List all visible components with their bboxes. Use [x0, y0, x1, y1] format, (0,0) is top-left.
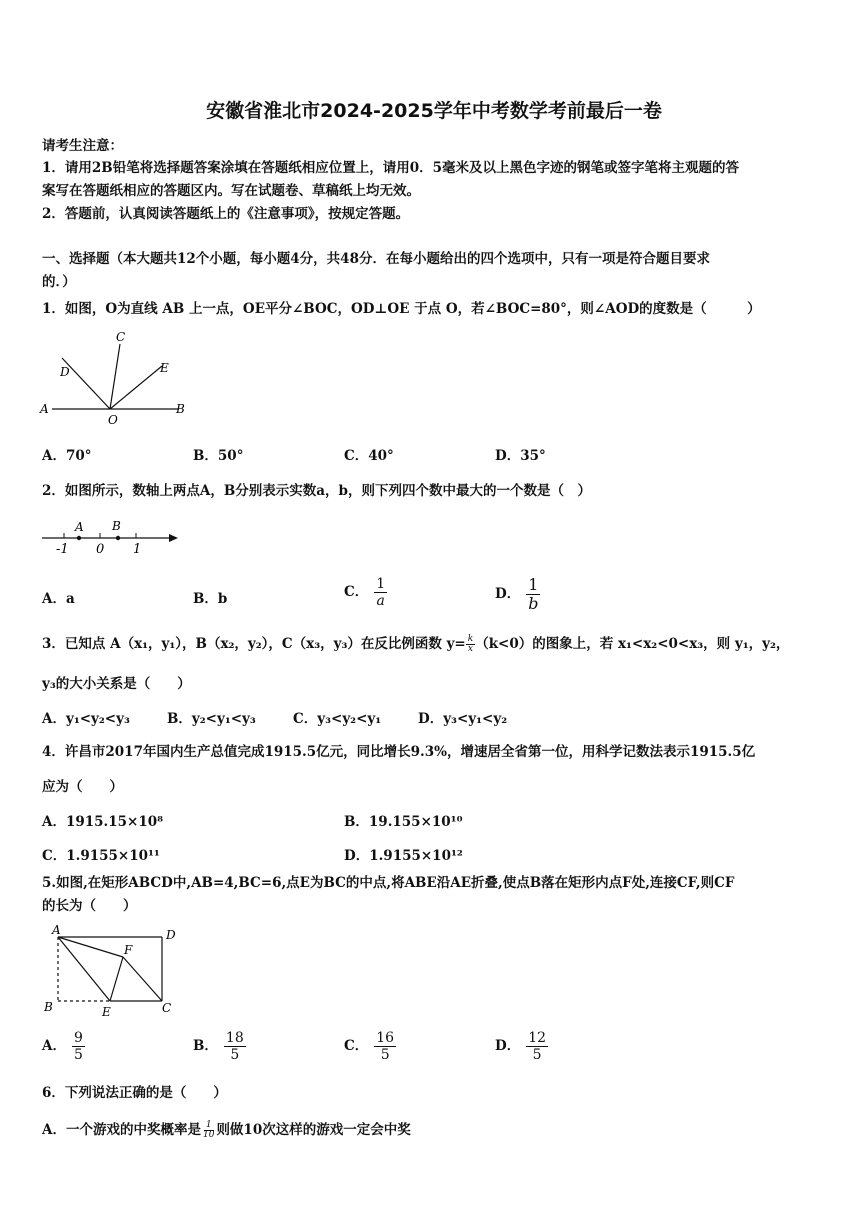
q1-angle-figure — [38, 326, 198, 430]
label-c: C — [116, 330, 126, 344]
q5-d-numerator: 12 — [528, 1030, 547, 1046]
q5-a-denominator: 5 — [73, 1047, 83, 1063]
q4-option-a[interactable]: A．1915.15×10⁸ — [42, 814, 164, 830]
q5-option-d-label: D． — [495, 1038, 521, 1054]
q6-numerator: 1 — [205, 1120, 212, 1130]
label-f: F — [124, 943, 133, 957]
ray-oe — [110, 366, 162, 409]
q6-denominator: 10 — [202, 1130, 215, 1140]
notice-line2: 2．答题前，认真阅读答题纸上的《注意事项》，按规定答题。 — [42, 206, 410, 222]
q5-option-d[interactable] — [495, 1030, 548, 1063]
q4-stem: 4．许昌市2017年国内生产总值完成1915.5亿元，同比增长9.3%，增速居全省第一位，用科学记数法表示1915.5亿 — [42, 744, 756, 760]
label-c: C — [162, 1001, 172, 1015]
q6-option-a-part1: A．一个游戏的中奖概率是 — [42, 1122, 201, 1138]
segment-fc — [123, 957, 162, 1001]
q4-option-d[interactable]: D．1.9155×10¹² — [344, 848, 463, 864]
q3-stem — [42, 632, 789, 654]
point-a — [77, 536, 81, 540]
q5-c-denominator: 5 — [380, 1047, 390, 1063]
q6-option-a-part2: 则做10次这样的游戏一定会中奖 — [216, 1122, 411, 1138]
q2-number-line — [38, 516, 188, 558]
q5-stem: 5.如图,在矩形ABCD中,AB=4,BC=6,点E为BC的中点,将ABE沿AE折叠,使点B落在矩形内点F处,连接CF,则CF — [42, 875, 735, 891]
q5-option-b[interactable] — [193, 1030, 246, 1063]
q5-rectangle-figure — [40, 920, 190, 1020]
notice-line1b: 案写在答题纸相应的答题区内。写在试题卷、草稿纸上均无效。 — [42, 183, 420, 199]
q2-option-c[interactable] — [344, 576, 387, 609]
q2-option-c-label: C． — [344, 584, 369, 600]
q2-option-d[interactable] — [495, 576, 540, 613]
q5-b-denominator: 5 — [230, 1047, 240, 1063]
q1-option-a[interactable]: A．70° — [42, 448, 92, 464]
label-b: B — [112, 519, 121, 533]
label-b: B — [176, 402, 185, 416]
label-e: E — [102, 1005, 111, 1019]
q2-option-a[interactable]: A．a — [42, 591, 75, 607]
q2-c-numerator: 1 — [376, 576, 386, 592]
q5-option-b-label: B． — [193, 1038, 218, 1054]
q1-stem: 1．如图，O为直线 AB 上一点，OE平分∠BOC，OD⊥OE 于点 O，若∠BOC=80°，则∠AOD的度数是（ ） — [42, 301, 761, 317]
q3-option-b[interactable]: B．y₂<y₁<y₃ — [167, 711, 256, 727]
axis-arrow — [169, 534, 178, 542]
label-e: E — [160, 361, 169, 375]
q5-d-denominator: 5 — [532, 1047, 542, 1063]
q3-denominator: x — [467, 644, 473, 654]
q5-b-numerator: 18 — [225, 1030, 244, 1046]
segment-af — [58, 937, 123, 957]
q5-a-numerator: 9 — [73, 1030, 83, 1046]
label-a: A — [75, 520, 84, 534]
section-heading: 一、选择题（本大题共12个小题，每小题4分，共48分．在每小题给出的四个选项中，只有一项是符合题目要求 — [42, 251, 710, 267]
label-d: D — [166, 928, 176, 942]
q1-option-c[interactable]: C．40° — [344, 448, 394, 464]
label-zero: 0 — [96, 542, 105, 557]
q5-c-numerator: 16 — [376, 1030, 395, 1046]
q2-d-numerator: 1 — [528, 575, 539, 594]
label-a: A — [40, 402, 49, 416]
q2-c-denominator: a — [376, 593, 385, 609]
ray-oc — [110, 344, 120, 409]
label-minus-one: -1 — [56, 542, 69, 557]
label-o: O — [108, 413, 118, 427]
q3-numerator: k — [467, 634, 474, 644]
segment-fe — [110, 957, 123, 1001]
q5-option-a[interactable] — [42, 1030, 85, 1063]
label-one: 1 — [133, 542, 142, 557]
q2-option-d-label: D． — [495, 586, 521, 602]
label-b: B — [44, 1000, 53, 1014]
q5-stem-cont: 的长为（ ） — [42, 898, 137, 914]
q5-option-a-label: A． — [42, 1038, 66, 1054]
label-d: D — [60, 365, 70, 379]
page-title: 安徽省淮北市2024-2025学年中考数学考前最后一卷 — [206, 100, 662, 122]
q3-option-c[interactable]: C．y₃<y₂<y₁ — [293, 711, 382, 727]
label-a: A — [52, 923, 61, 937]
q3-option-d[interactable]: D．y₃<y₁<y₂ — [418, 711, 508, 727]
q6-option-a[interactable] — [42, 1118, 411, 1140]
q2-d-denominator: b — [528, 594, 539, 613]
notice-heading: 请考生注意： — [42, 138, 123, 154]
q4-option-b[interactable]: B．19.155×10¹⁰ — [344, 814, 463, 830]
notice-line1: 1．请用2B铅笔将选择题答案涂填在答题纸相应位置上，请用0．5毫米及以上黑色字迹的钢笔或签字笔将主观题的答 — [42, 160, 739, 176]
section-heading-cont: 的．） — [42, 274, 76, 290]
q1-option-d[interactable]: D．35° — [495, 448, 546, 464]
q3-stem-cont: y₃的大小关系是（ ） — [42, 676, 191, 692]
q3-stem-part1: 3．已知点 A（x₁，y₁），B（x₂，y₂），C（x₃，y₃）在反比例函数 y= — [42, 636, 466, 652]
segment-ae — [58, 937, 110, 1001]
q2-stem: 2．如图所示，数轴上两点A，B分别表示实数a，b，则下列四个数中最大的一个数是（ ） — [42, 483, 591, 499]
q4-stem-cont: 应为（ ） — [42, 779, 123, 795]
q5-option-c[interactable] — [344, 1030, 396, 1063]
q3-option-a[interactable]: A．y₁<y₂<y₃ — [42, 711, 130, 727]
q1-option-b[interactable]: B．50° — [193, 448, 244, 464]
q2-option-b[interactable]: B．b — [193, 591, 228, 607]
q3-stem-part2: （k<0）的图象上，若 x₁<x₂<0<x₃，则 y₁，y₂， — [475, 636, 790, 652]
q4-option-c[interactable]: C．1.9155×10¹¹ — [42, 848, 160, 864]
q6-stem: 6．下列说法正确的是（ ） — [42, 1085, 227, 1101]
q5-option-c-label: C． — [344, 1038, 369, 1054]
point-b — [116, 536, 120, 540]
